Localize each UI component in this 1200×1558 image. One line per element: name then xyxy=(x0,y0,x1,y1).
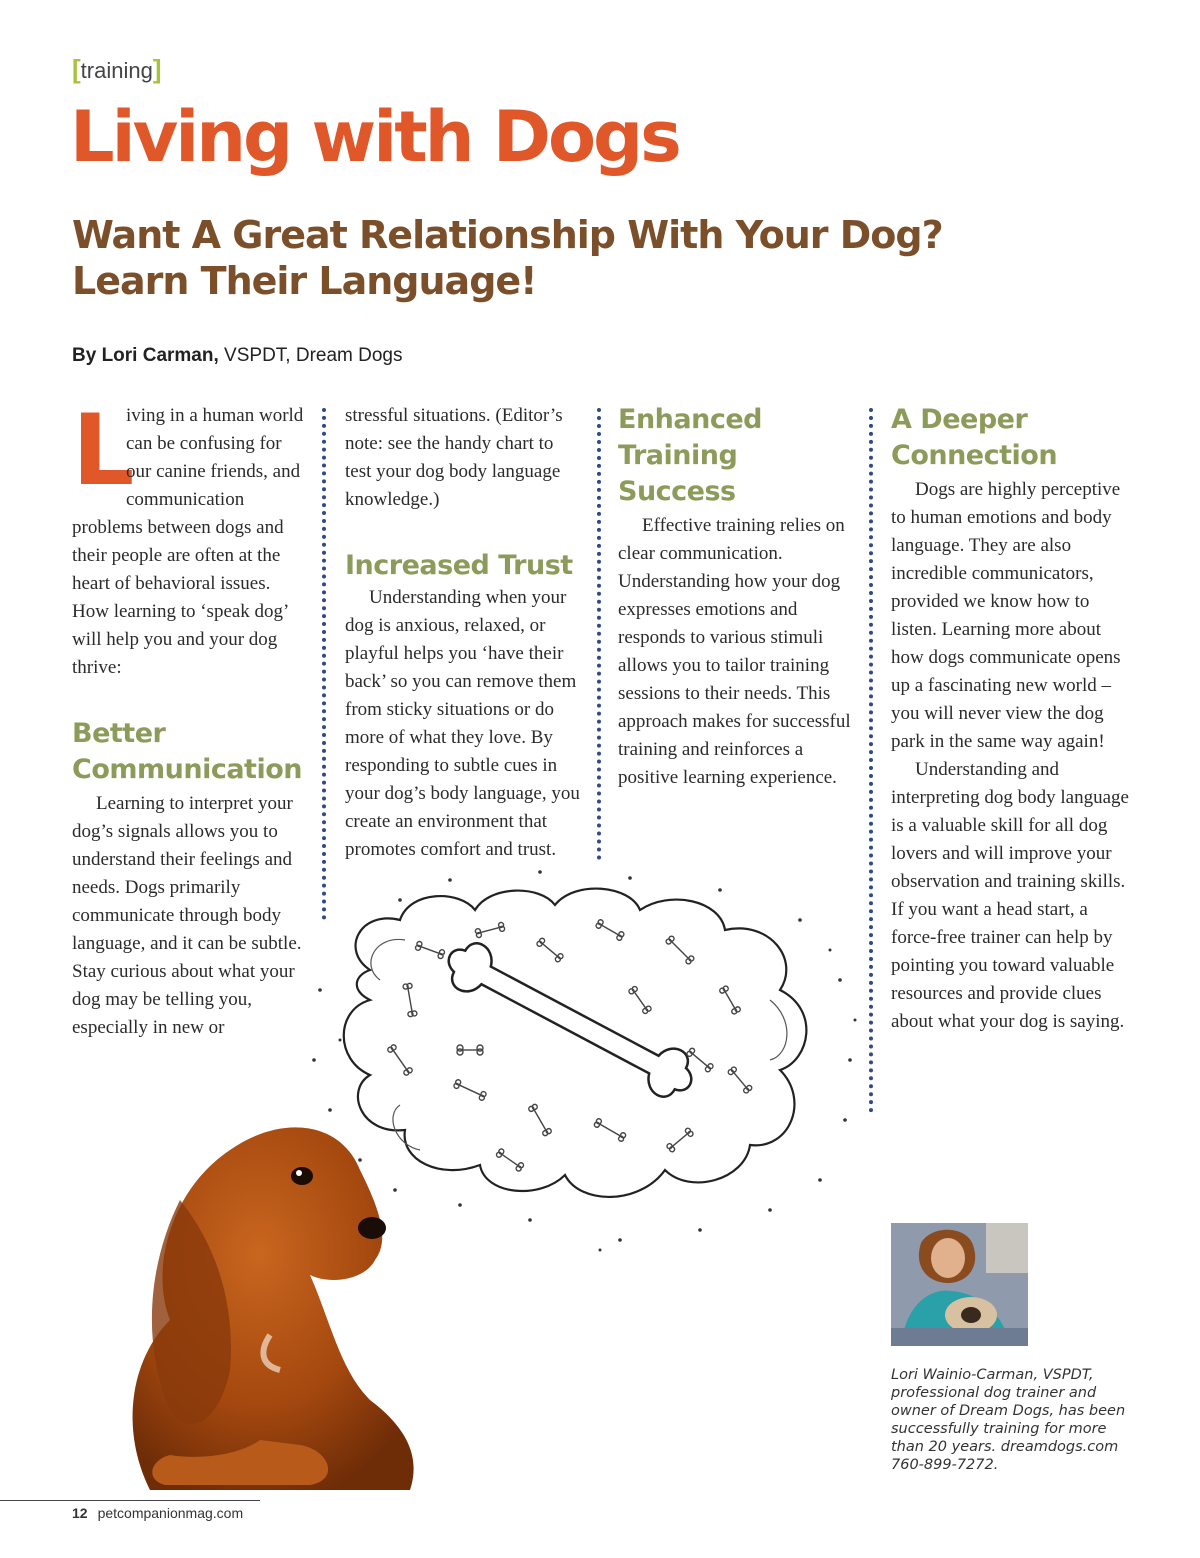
tag-bracket-open: [ xyxy=(72,54,81,84)
column-1 xyxy=(72,394,308,1042)
section-tag xyxy=(72,54,162,85)
byline-credentials: VSPDT, Dream Dogs xyxy=(218,345,403,366)
site-url: petcompanionmag.com xyxy=(97,1505,244,1521)
author-bio: Lori Wainio-Carman, VSPDT, professional dog trainer and owner of Dream Dogs, has been successfully training for more than 20 years. dreamdogs.com 760-899-7272. xyxy=(891,1367,1126,1473)
byline-author: By Lori Carman, xyxy=(72,345,219,366)
article-title: Living with Dogs xyxy=(70,96,679,178)
big-bone-icon xyxy=(438,934,702,1107)
deeper-connection-body-2: Understanding and interpreting dog body language is a valuable skill for all dog lovers and will improve your observation and training skills. If you want a head start, a force-free trainer can help by pointing you toward valuable resources and provide clues about what your dog is saying. xyxy=(891,759,1129,1032)
column-4 xyxy=(891,402,1131,1036)
page-footer xyxy=(72,1505,243,1521)
intro-paragraph xyxy=(72,394,308,682)
subtitle-line-1: Want A Great Relationship With Your Dog? xyxy=(72,213,943,257)
small-bones xyxy=(387,919,753,1172)
tag-bracket-close: ] xyxy=(152,54,162,84)
column-2-continuation: stressful situations. (Editor’s note: see the handy chart to test your dog body language knowledge.) xyxy=(345,405,563,510)
page-number: 12 xyxy=(72,1505,88,1521)
better-communication-body: Learning to interpret your dog’s signals allows you to understand their feelings and needs. Dogs primarily communicate through body language, and it can be subtle. Stay curious about what your dog may be telling you, especially in new or xyxy=(72,793,302,1038)
increased-trust-body: Understanding when your dog is anxious, relaxed, or playful helps you ‘have their back’ so you can remove them from sticky situations or do more of what they love. By responding to subtle cues in your dog’s body language, you create an environment that promotes comfort and trust. xyxy=(345,587,580,860)
drop-cap: L xyxy=(72,394,135,508)
subtitle-line-2: Learn Their Language! xyxy=(72,259,537,303)
heading-deeper-connection: A Deeper Connection xyxy=(891,404,1058,471)
column-divider-3 xyxy=(869,408,873,1113)
cocker-spaniel-image xyxy=(110,1110,440,1490)
author-photo xyxy=(891,1223,1028,1346)
column-3 xyxy=(618,402,858,792)
column-divider-2 xyxy=(597,408,601,860)
heading-enhanced-training: Enhanced Training Success xyxy=(618,404,762,507)
heading-increased-trust: Increased Trust xyxy=(345,550,573,581)
footer-rule xyxy=(0,1500,260,1501)
column-2 xyxy=(345,402,581,864)
enhanced-training-body: Effective training relies on clear communication. Understanding how your dog expresses emotions and responds to various stimuli allows you to tailor training sessions to their needs. This approach makes for successful training and reinforces a positive learning experience. xyxy=(618,515,851,788)
byline xyxy=(72,345,403,367)
article-subtitle xyxy=(72,212,972,304)
heading-better-communication: Better Communication xyxy=(72,718,302,785)
column-divider-1 xyxy=(322,408,326,920)
deeper-connection-body-1: Dogs are highly perceptive to human emotions and body language. They are also incredible communicators, provided we know how to listen. Learning more about how dogs communicate opens up a fascinating new world – you will never view the dog park in the same way again! xyxy=(891,479,1121,752)
tag-label: training xyxy=(80,58,153,83)
intro-text: iving in a human world can be confusing for our canine friends, and communication problems between dogs and their people are often at the heart of behavioral issues. How learning to ‘speak dog’ will help you and your dog thrive: xyxy=(72,405,304,678)
